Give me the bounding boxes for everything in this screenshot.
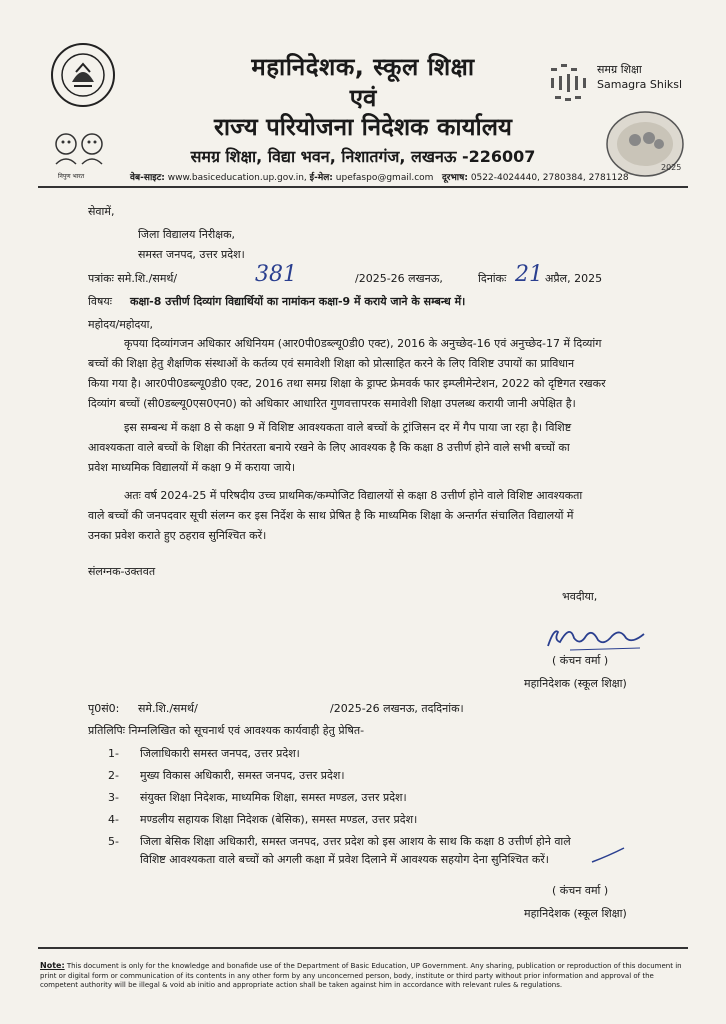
samagra-hindi-label: समग्र शिक्षा [597, 63, 642, 76]
copy-item-5-num: 5- [108, 835, 119, 848]
p1-line3: किया गया है। आर0पी0डब्ल्यू0डी0 एक्ट, 2016 तथा समग्र शिक्षा के ड्राफ्ट फ्रेमवर्क फार इम्प्लीमेन्टेशन, 2022 को दृष्टिगत रखकर [88, 377, 606, 390]
header-title-line3: राज्य परियोजना निदेशक कार्यालय [214, 113, 512, 141]
ref-label: पत्रांकः [88, 272, 114, 285]
copy-signatory-name: ( कंचन वर्मा ) [552, 884, 609, 897]
signatory-title: महानिदेशक (स्कूल शिक्षा) [524, 677, 627, 690]
nipun-bharat-label: निपुण भारत [58, 173, 85, 180]
paragraph-3 [88, 486, 648, 546]
p2-line2: आवश्यकता वाले बच्चों के शिक्षा की निरंतरता बनाये रखने के लिए आवश्यक है कि कक्षा 8 उत्तीर्ण होने वाले सभी बच्चों का [88, 441, 570, 454]
enclosure-label: संलग्नक-उक्तवत [88, 565, 156, 578]
subject-text: कक्षा-8 उत्तीर्ण दिव्यांग विद्यार्थियों का नामांकन कक्षा-9 में कराये जाने के सम्बन्ध में। [130, 295, 466, 308]
copy-item-1-num: 1- [108, 747, 119, 760]
date-rest: अप्रैल, 2025 [545, 272, 603, 285]
email-label: ई-मेल: [309, 173, 333, 183]
seal-year: 2025 [661, 163, 682, 172]
copy-item-5-cont: विशिष्ट आवश्यकता वाले बच्चों को अगली कक्षा में प्रवेश दिलाने में आवश्यक सहयोग देना सुनिश्चित करें। [140, 853, 549, 866]
copy-intro: प्रतिलिपिः निम्नलिखित को सूचनार्थ एवं आवश्यक कार्यवाही हेतु प्रेषित- [88, 724, 365, 737]
salutation: महोदय/महोदया, [88, 318, 154, 331]
header-title-line1: महानिदेशक, स्कूल शिक्षा [251, 53, 475, 81]
p2-line3: प्रवेश माध्यमिक विद्यालयों में कक्षा 9 में कराया जाये। [88, 461, 295, 474]
ref-year: /2025-26 लखनऊ, [355, 272, 443, 285]
to-line2: समस्त जनपद, उत्तर प्रदेश। [138, 248, 245, 261]
web-label: वेब-साइट: [130, 173, 165, 183]
ref-line [88, 270, 177, 287]
closing: भवदीया, [562, 590, 598, 603]
p3-line1: अतः वर्ष 2024-25 में परिषदीय उच्च प्राथमिक/कम्पोजिट विद्यालयों से कक्षा 8 उत्तीर्ण होने वाले विशिष्ट आवश्यकता [124, 489, 583, 502]
header-contact-line [130, 170, 629, 183]
to-line1: जिला विद्यालय निरीक्षक, [138, 228, 236, 241]
phone-label: दूरभाष: [442, 173, 468, 183]
copy-ref-year: /2025-26 लखनऊ, तददिनांक। [330, 702, 464, 715]
copy-item-5-text: जिला बेसिक शिक्षा अधिकारी, समस्त जनपद, उत्तर प्रदेश को इस आशय के साथ कि कक्षा 8 उत्तीर्ण होने वाले [140, 835, 571, 848]
ref-number-handwritten: 381 [255, 262, 297, 287]
subject-label: विषयः [88, 295, 112, 308]
paragraph-1 [88, 334, 648, 414]
paragraph-2 [88, 418, 648, 478]
to-label: सेवामें, [88, 205, 115, 218]
p2-line1: इस सम्बन्ध में कक्षा 8 से कक्षा 9 में विशिष्ट आवश्यकता वाले बच्चों के ट्रांजिसन दर में गैप पाया जा रहा है। विशिष्ट [124, 421, 572, 434]
copy-item-4-text: मण्डलीय सहायक शिक्षा निदेशक (बेसिक), समस्त मण्डल, उत्तर प्रदेश। [140, 813, 418, 826]
p3-line3: उनका प्रवेश कराते हुए ठहराव सुनिश्चित करें। [88, 529, 267, 542]
copy-ref: समे.शि./समर्थ/ [138, 702, 198, 715]
signatory-name: ( कंचन वर्मा ) [552, 654, 609, 667]
note-text: This document is only for the knowledge and bonafide use of the Department of Basic Education, UP Government. Any sharing, publication or reproduction of this document in print or digital form or communication of its contents in any other form by any unconcerned person, body, institute or third party without prior information and approval of the competent authority will be illegal & void ab initio and appropriate action shall be taken against him in accordance with relevant rules & regulations. [40, 962, 682, 989]
p1-line1: कृपया दिव्यांगजन अधिकार अधिनियम (आर0पी0डब्ल्यू0डी0 एक्ट), 2016 के अनुच्छेद-16 एवं अनुच्छेद-17 में दिव्यांग [124, 337, 602, 350]
header-rule [38, 186, 688, 188]
p1-line4: दिव्यांग बच्चों (सी0डब्ल्यू0एस0एन0) को अधिकार आधारित गुणवत्तापरक समावेशी शिक्षा उपलब्ध करायी जानी अपेक्षित है। [88, 397, 576, 410]
copy-item-2-text: मुख्य विकास अधिकारी, समस्त जनपद, उत्तर प्रदेश। [140, 769, 345, 782]
signature-tick-mark [588, 846, 628, 866]
phone-numbers: 0522-4024440, 2780384, 2781128 [470, 173, 629, 183]
footer-rule [38, 947, 688, 949]
header-address: समग्र शिक्षा, विद्या भवन, निशातगंज, लखनऊ -226007 [190, 147, 536, 166]
website-link[interactable]: www.basiceducation.up.gov.in, [167, 173, 307, 183]
copy-item-1-text: जिलाधिकारी समस्त जनपद, उत्तर प्रदेश। [140, 747, 300, 760]
copy-ref-label: पृ0सं0: [88, 702, 120, 715]
email-link[interactable]: upefaspo@gmail.com [335, 173, 434, 183]
copy-signatory-title: महानिदेशक (स्कूल शिक्षा) [524, 907, 627, 920]
ref-prefix: समे.शि./समर्थ/ [117, 272, 178, 285]
copy-item-4-num: 4- [108, 813, 119, 826]
samagra-english-label: Samagra Shiksl [597, 78, 683, 91]
p3-line2: वाले बच्चों की जनपदवार सूची संलग्न कर इस निर्देश के साथ प्रेषित है कि माध्यमिक शिक्षा के अन्तर्गत संचालित विद्यालयों में [88, 509, 574, 522]
copy-item-3-text: संयुक्त शिक्षा निदेशक, माध्यमिक शिक्षा, समस्त मण्डल, उत्तर प्रदेश। [140, 791, 407, 804]
date-day-handwritten: 21 [515, 262, 543, 287]
header-title-line2: एवं [349, 84, 377, 112]
note-label: Note: [40, 961, 65, 970]
copy-item-3-num: 3- [108, 791, 119, 804]
date-label: दिनांकः [478, 272, 507, 285]
p1-line2: बच्चों की शिक्षा हेतु शैक्षणिक संस्थाओं के कर्तव्य एवं समावेशी शिक्षा को प्रोत्साहित करने के लिए विशिष्ट उपायों का प्राविधान [88, 357, 575, 370]
footer-note [40, 961, 686, 991]
copy-item-2-num: 2- [108, 769, 119, 782]
